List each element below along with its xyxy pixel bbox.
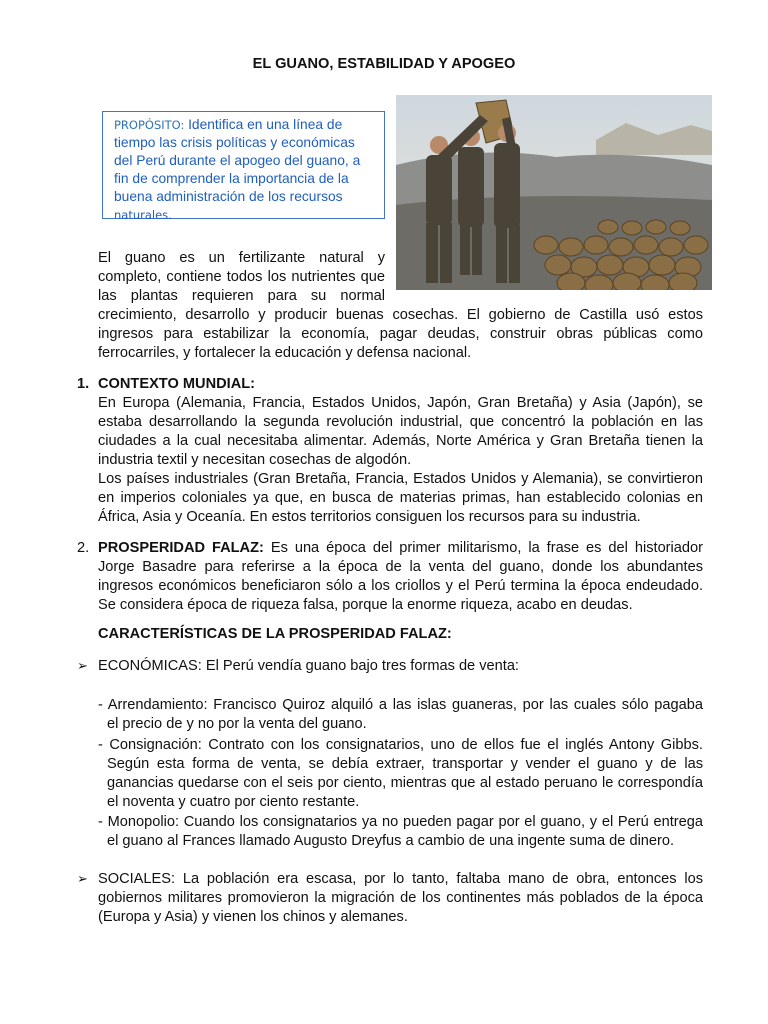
purpose-box: [102, 111, 385, 222]
list-item: - Arrendamiento: Francisco Quiroz alquiló a las islas guaneras, por las cuales sólo pagaba: [98, 697, 703, 713]
list-item: - Monopolio: Cuando los consignatarios ya no pueden pagar por el guano, y el Perú entrega: [98, 814, 703, 830]
section-line: industria textil y necesitan cosechas de algodón.: [98, 452, 412, 468]
purpose-label: PROPÓSITO:: [114, 118, 189, 132]
list-item: el noventa y cuatro por ciento restante.: [107, 794, 360, 810]
intro-line: ferrocarriles, y fortalecer la educación y defensa nacional.: [98, 345, 472, 361]
section-line: ingresos económicos beneficiaron sólo a los criollos y el Perú termina la época endeudado.: [98, 578, 703, 594]
section-heading: PROSPERIDAD FALAZ:: [98, 540, 264, 556]
section-line: Se considera época de riqueza falsa, porque la enorme riqueza, acabo en deudas.: [98, 597, 633, 613]
intro-line: las plantas requieren para su normal: [98, 288, 385, 304]
bullet-text: gobiernos militares promovieron la migración de los continentes más poblados de la época: [98, 890, 703, 906]
guano-workers-photo: [396, 95, 712, 290]
section-line: África, Asia y Oceanía. En estos territorios consiguen los recursos para su industria.: [98, 509, 641, 525]
list-item: Según esta forma de venta, se debía extraer, transportar y vender el guano y de las: [107, 756, 703, 772]
list-item: el guano al Frances llamado Augusto Dreyfus a cambio de una ingente suma de dinero.: [107, 833, 675, 849]
purpose-text-end: naturales.: [114, 208, 172, 222]
section-number: 1.: [77, 376, 90, 392]
section-line: Los países industriales (Gran Bretaña, Francia, Estados Unidos y Alemania), se convirtieron: [98, 471, 703, 487]
purpose-text: Identifica en una línea de tiempo las crisis políticas y económicas del Perú durante el apogeo del guano, a fin de comprender la importancia de la buena administración de los recursos: [114, 117, 361, 204]
bullet-text: ECONÓMICAS: El Perú vendía guano bajo tres formas de venta:: [98, 658, 519, 674]
section-line: En Europa (Alemania, Francia, Estados Unidos, Japón, Gran Bretaña) y Asia (Japón), se: [98, 395, 703, 411]
list-item: - Consignación: Contrato con los consignatarios, uno de ellos fue el inglés Antony Gibbs.: [98, 737, 703, 753]
page-title: EL GUANO, ESTABILIDAD Y APOGEO: [252, 56, 516, 72]
characteristics-heading: CARACTERÍSTICAS DE LA PROSPERIDAD FALAZ:: [98, 626, 452, 642]
intro-line: El guano es un fertilizante natural y: [98, 250, 385, 266]
section-line: ciudades a la cual necesitaba alimentar. Además, Norte América y Gran Bretaña tienen la: [98, 433, 703, 449]
intro-line: ingresos para estabilizar la economía, pagar deudas, construir obras públicas como: [98, 326, 703, 342]
list-item: ganancias quedarse con el seis por ciento, mientras que al estado peruano le correspondía: [107, 775, 703, 791]
bullet-text: (Europa y Asia) y vienen los chinos y alemanes.: [98, 909, 408, 925]
intro-line: completo, contiene todos los nutrientes que: [98, 269, 385, 285]
section-line: [98, 539, 703, 558]
section-number: 2.: [77, 540, 90, 556]
section-line: en imperios coloniales ya que, en busca de materias primas, han establecido colonias en: [98, 490, 703, 506]
section-line: Jorge Basadre para referirse a la época de la venta del guano, donde los abundantes: [98, 559, 703, 575]
section-line-text: Es una época del primer militarismo, la frase es del historiador: [263, 540, 703, 556]
section-line: estaba desarrollando la segunda revolución industrial, que concentró la población en las: [98, 414, 703, 430]
arrow-bullet-icon: ➢: [77, 871, 88, 886]
bullet-text: SOCIALES: La población era escasa, por lo tanto, faltaba mano de obra, entonces los: [98, 871, 703, 887]
arrow-bullet-icon: ➢: [77, 658, 88, 673]
section-heading: CONTEXTO MUNDIAL:: [98, 376, 256, 392]
list-item: el precio de y no por la venta del guano.: [107, 716, 367, 732]
intro-line: crecimiento, desarrollo y producir buenas cosechas. El gobierno de Castilla usó estos: [98, 307, 703, 323]
